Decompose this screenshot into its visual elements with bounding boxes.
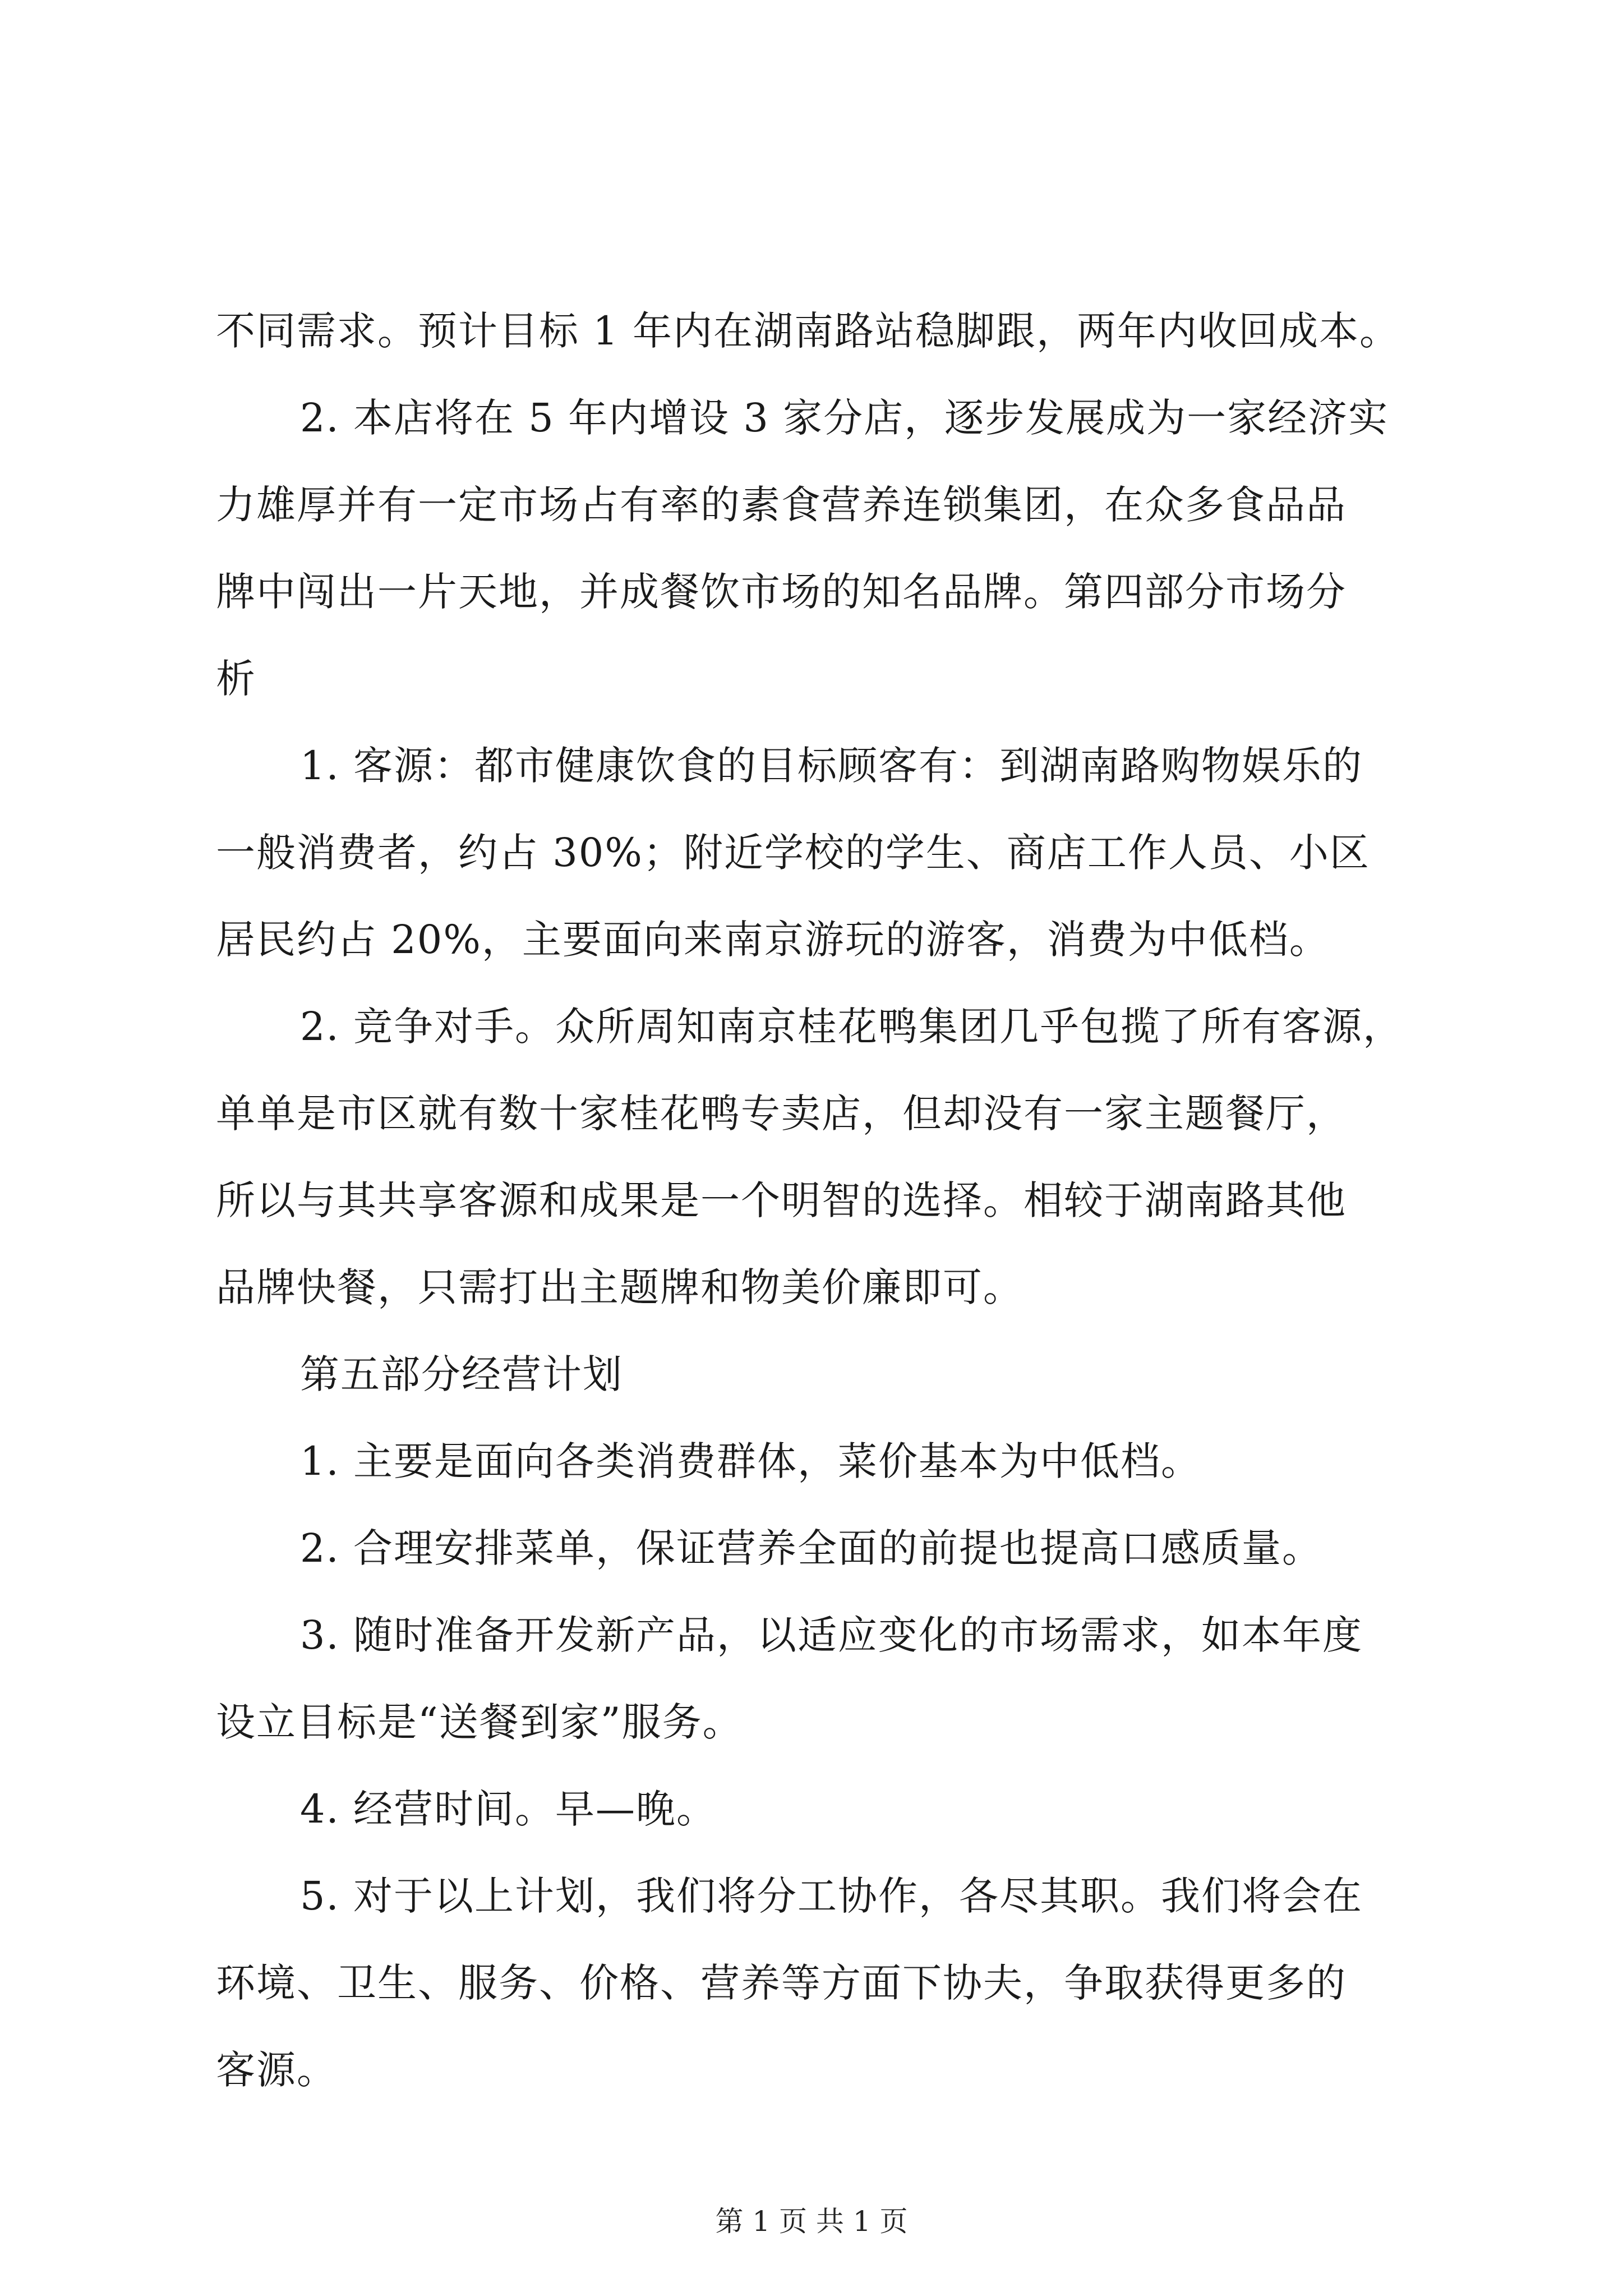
text-line: 3. 随时准备开发新产品，以适应变化的市场需求，如本年度 [300, 1612, 1363, 1658]
text-line: 5. 对于以上计划，我们将分工协作，各尽其职。我们将会在 [300, 1873, 1363, 1919]
text-line: 2. 本店将在 5 年内增设 3 家分店，逐步发展成为一家经济实 [300, 395, 1389, 441]
section-heading: 第五部分经营计划 [300, 1351, 623, 1397]
text-line: 设立目标是“送餐到家”服务。 [216, 1699, 743, 1745]
text-line: 2. 合理安排菜单，保证营养全面的前提也提高口感质量。 [300, 1525, 1323, 1571]
text-line: 析 [216, 656, 256, 702]
text-line: 居民约占 20%，主要面向来南京游玩的游客，消费为中低档。 [216, 917, 1330, 963]
text-line: 品牌快餐，只需打出主题牌和物美价廉即可。 [216, 1264, 1023, 1310]
text-line: 客源。 [216, 2047, 337, 2093]
text-line: 2. 竞争对手。众所周知南京桂花鸭集团几乎包揽了所有客源， [300, 1004, 1404, 1050]
text-line: 1. 客源：都市健康饮食的目标顾客有：到湖南路购物娱乐的 [300, 743, 1363, 789]
text-line: 单单是市区就有数十家桂花鸭专卖店，但却没有一家主题餐厅， [216, 1091, 1347, 1137]
text-line: 不同需求。预计目标 1 年内在湖南路站稳脚跟，两年内收回成本。 [216, 308, 1400, 354]
text-line: 牌中闯出一片天地，并成餐饮市场的知名品牌。第四部分市场分 [216, 569, 1347, 615]
text-line: 环境、卫生、服务、价格、营养等方面下协夫，争取获得更多的 [216, 1960, 1347, 2006]
page-footer: 第 1 页 共 1 页 [715, 2205, 908, 2238]
text-line: 1. 主要是面向各类消费群体，菜价基本为中低档。 [300, 1438, 1202, 1484]
text-line: 力雄厚并有一定市场占有率的素食营养连锁集团，在众多食品品 [216, 482, 1347, 528]
text-line: 4. 经营时间。早—晚。 [300, 1786, 717, 1832]
text-line: 所以与其共享客源和成果是一个明智的选择。相较于湖南路其他 [216, 1177, 1347, 1223]
text-line: 一般消费者，约占 30%；附近学校的学生、商店工作人员、小区 [216, 830, 1370, 876]
